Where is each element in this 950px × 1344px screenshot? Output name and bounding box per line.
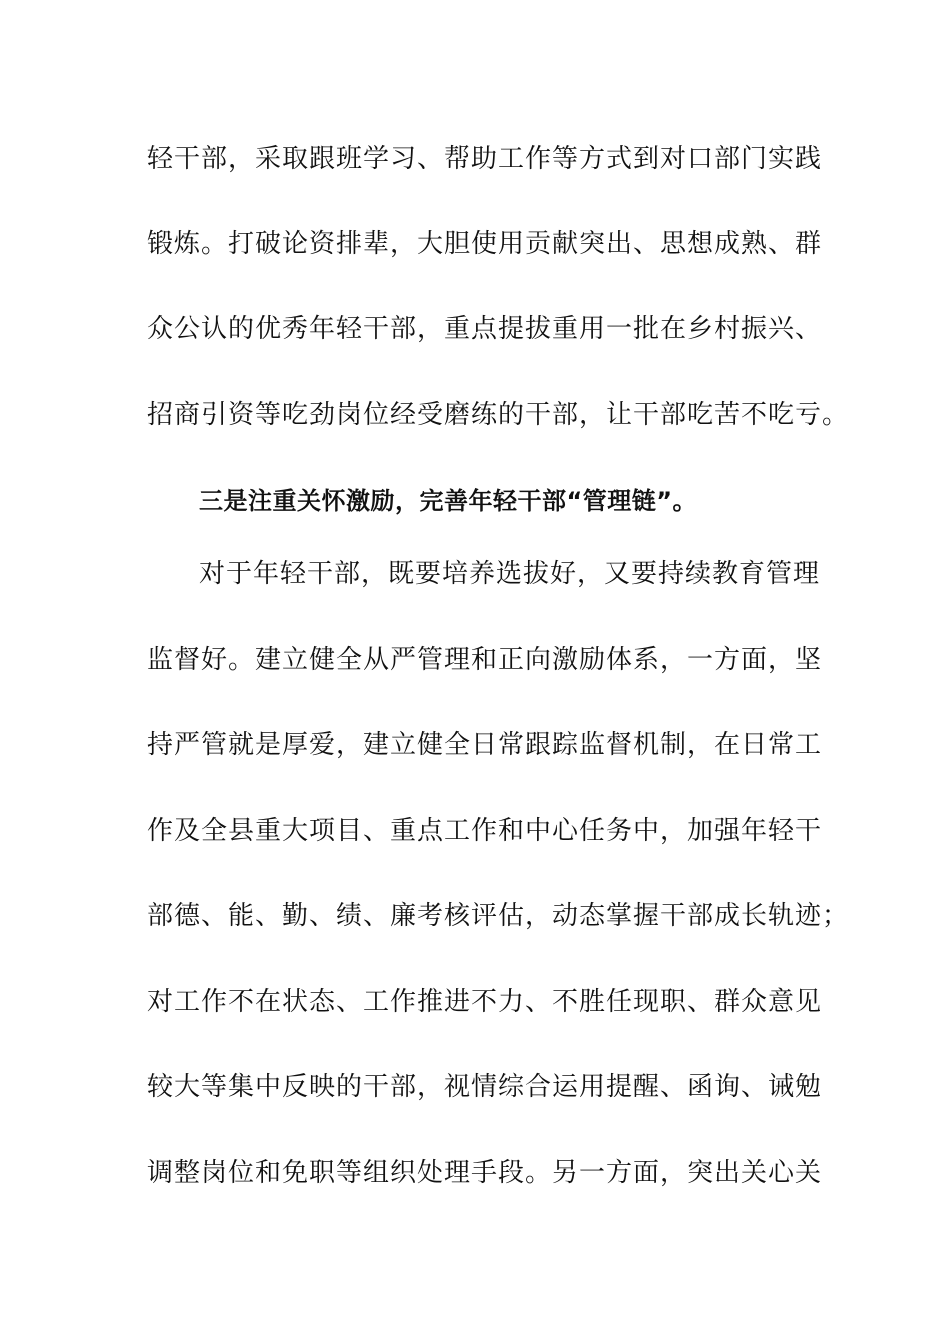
paragraph-1-line-1: 轻干部，采取跟班学习、帮助工作等方式到对口部门实践 xyxy=(147,144,823,174)
section-heading: 三是注重关怀激励，完善年轻干部“管理链”。 xyxy=(199,487,698,515)
paragraph-2-line-7: 较大等集中反映的干部，视情综合运用提醒、函询、诫勉 xyxy=(147,1072,823,1102)
paragraph-2-line-1: 对于年轻干部，既要培养选拔好，又要持续教育管理 xyxy=(199,559,821,589)
paragraph-2-line-5: 部德、能、勤、绩、廉考核评估，动态掌握干部成长轨迹； xyxy=(147,901,850,931)
paragraph-2-line-3: 持严管就是厚爱，建立健全日常跟踪监督机制，在日常工 xyxy=(147,730,823,760)
paragraph-2-line-4: 作及全县重大项目、重点工作和中心任务中，加强年轻干 xyxy=(147,816,823,846)
paragraph-1-line-2: 锻炼。打破论资排辈，大胆使用贡献突出、思想成熟、群 xyxy=(147,229,823,259)
paragraph-2-line-6: 对工作不在状态、工作推进不力、不胜任现职、群众意见 xyxy=(147,987,823,1017)
paragraph-2-line-8: 调整岗位和免职等组织处理手段。另一方面，突出关心关 xyxy=(147,1158,823,1188)
paragraph-1-line-3: 众公认的优秀年轻干部，重点提拔重用一批在乡村振兴、 xyxy=(147,314,823,344)
paragraph-2-line-2: 监督好。建立健全从严管理和正向激励体系，一方面，坚 xyxy=(147,645,823,675)
paragraph-1-line-4: 招商引资等吃劲岗位经受磨练的干部，让干部吃苦不吃亏。 xyxy=(147,400,850,430)
